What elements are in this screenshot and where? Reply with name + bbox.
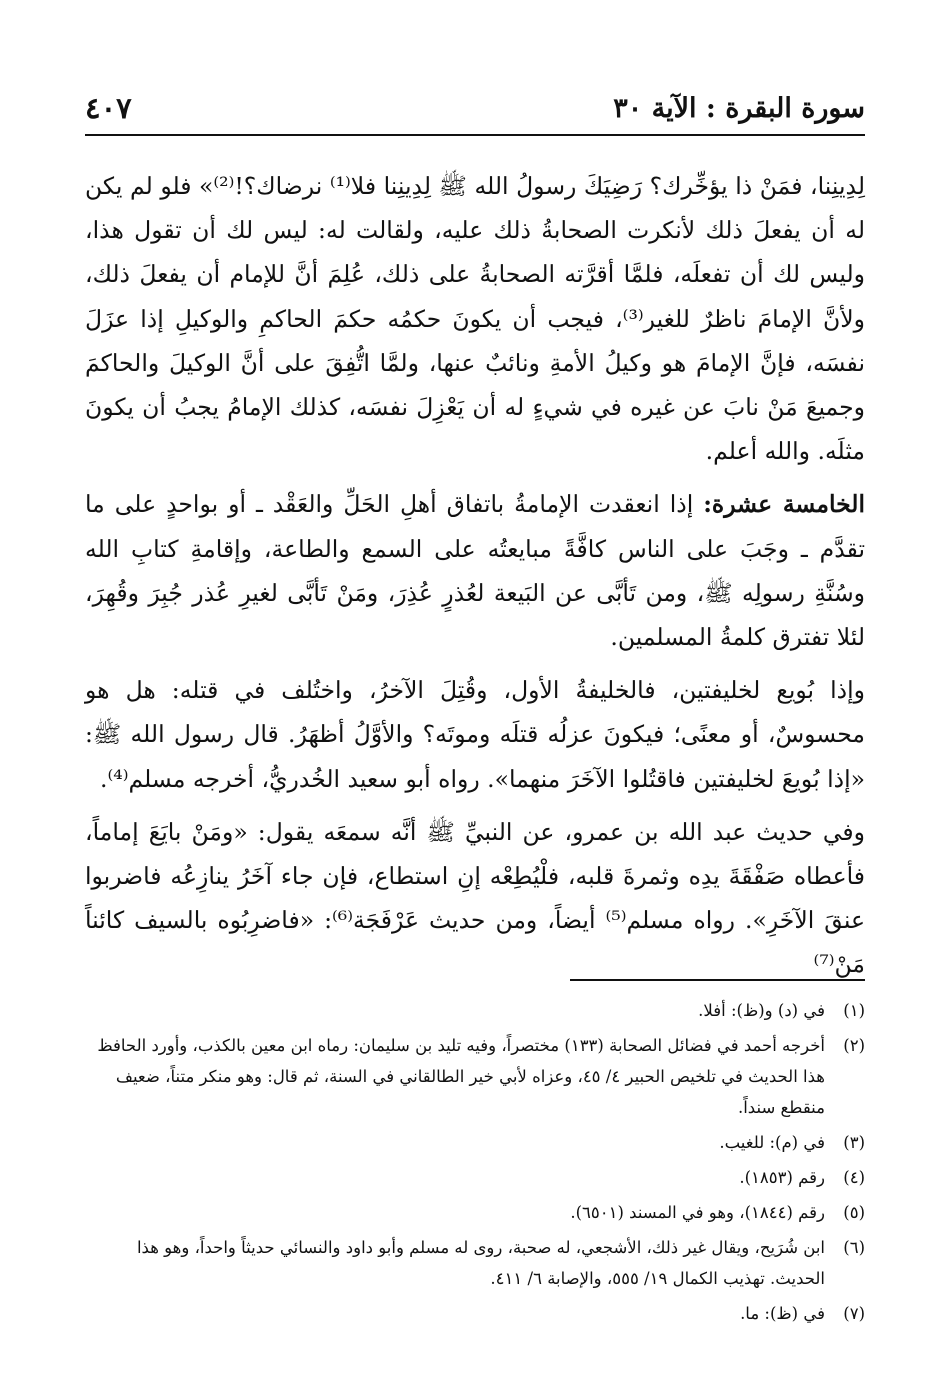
footnote-text: في (م): للغيب. [719, 1133, 825, 1152]
page-number: ٤٠٧ [85, 91, 132, 125]
page-title: سورة البقرة : الآية ٣٠ [613, 92, 865, 124]
footnote-number: (٤) [843, 1168, 865, 1187]
footnote-text: ابن شُرَيح، ويقال غير ذلك، الأشجعي، له صحبة، روى له مسلم وأبو داود والنسائي حديثاً واحداً، وهو هذا الحديث. تهذيب الكمال ١٩/ ٥٥٥، والإصابة ٦/ ٤١١. [136, 1238, 825, 1288]
paragraph-text: لِدِينِنا، فمَنْ ذا يؤخِّرك؟ رَضِيَكَ رسولُ الله ﷺ لِدِينِنا فلا⁽¹⁾ نرضاك؟!⁽²⁾» فلو لم يكن له أن يفعلَ ذلك لأنكرت الصحابةُ ذلك عليه، ولقالت له: ليس لك أن تقول هذا، وليس لك أن تفعلَه، فلمَّا أقرَّته الصحابةُ على ذلك، عُلِمَ أنَّ للإمام أن يفعلَ ذلك، ولأنَّ الإمامَ ناظرٌ للغير⁽³⁾، فيجب أن يكونَ حكمُه حكمَ الحاكمِ والوكيلِ إذا عزَلَ نفسَه، فإنَّ الإمامَ هو وكيلُ الأمةِ ونائبٌ عنها، ولمَّا اتُّفِقَ على أنَّ الوكيلَ والحاكمَ وجميعَ مَنْ نابَ عن غيره في شيءٍ له أن يَعْزِلَ نفسَه، كذلك الإمامُ يجبُ أن يكونَ مثلَه. والله أعلم. [85, 172, 866, 466]
paragraph [85, 810, 865, 987]
footnote-text: رقم (١٨٥٣). [739, 1168, 825, 1187]
paragraph [85, 164, 865, 473]
footnote [80, 1197, 865, 1228]
footnotes [80, 995, 865, 1333]
footnote-number: (٦) [843, 1238, 865, 1257]
footnote-number: (١) [843, 1001, 865, 1020]
footnote-number: (٧) [843, 1304, 865, 1323]
main-text [85, 164, 865, 996]
footnote [80, 1127, 865, 1158]
footnote [80, 1030, 865, 1123]
paragraph-text: إذا انعقدت الإمامةُ باتفاق أهلِ الحَلِّ والعَقْد ـ أو بواحدٍ على ما تقدَّم ـ وجَبَ على الناس كافَّةً مبايعتُه على السمع والطاعة، وإقامةِ كتابِ الله وسُنَّةِ رسولِه ﷺ، ومن تَأبَّى عن البَيعة لعُذرٍ عُذِرَ، ومَنْ تَأبَّى لغيرِ عُذر جُبِرَ وقُهِرَ، لئلا تفترق كلمةُ المسلمين. [85, 490, 865, 652]
page-header [85, 82, 865, 136]
footnote-divider [570, 979, 865, 981]
paragraph-text: وإذا بُويع لخليفتين، فالخليفةُ الأول، وقُتِلَ الآخرُ، واختُلف في قتله: هل هو محسوسٌ، أو معنًى؛ فيكونَ عزلُه قتلَه وموتَه؟ والأوَّلُ أظهَرُ. قال رسول الله ﷺ: «إذا بُويعَ لخليفتين فاقتُلوا الآخَرَ منهما». رواه أبو سعيد الخُدريُّ، أخرجه مسلم⁽⁴⁾. [85, 676, 865, 793]
paragraph [85, 482, 865, 659]
footnote [80, 995, 865, 1026]
paragraph [85, 668, 865, 801]
footnote-number: (٥) [843, 1203, 865, 1222]
footnote-text: رقم (١٨٤٤)، وهو في المسند (٦٥٠١). [570, 1203, 825, 1222]
footnote [80, 1162, 865, 1193]
footnote-text: أخرجه أحمد في فضائل الصحابة (١٣٣) مختصراً، وفيه تليد بن سليمان: رماه ابن معين بالكذب، وأورد الحافظ هذا الحديث في تلخيص الحبير ٤/ ٤٥، وعزاه لأبي خير الطالقاني في السنة، ثم قال: وهو منكر متناً، ضعيف منقطع سنداً. [97, 1036, 825, 1117]
footnote [80, 1232, 865, 1294]
footnote-text: في (د) و(ظ): أفلا. [698, 1001, 825, 1020]
paragraph-lead: الخامسة عشرة: [703, 490, 865, 519]
footnote [80, 1298, 865, 1329]
paragraph-text: وفي حديث عبد الله بن عمرو، عن النبيِّ ﷺ أنَّه سمعَه يقول: «ومَنْ بايَعَ إماماً، فأعطاه صَفْقَةَ يدِه وثمرةَ قلبه، فلْيُطِعْه إنِ استطاع، فإن جاء آخَرُ ينازِعُه فاضربوا عنقَ الآخَرِ». رواه مسلم⁽⁵⁾ أيضاً، ومن حديث عَرْفَجَة⁽⁶⁾: «فاضرِبُوه بالسيف كائناً مَنْ⁽⁷⁾ [85, 817, 865, 979]
footnote-number: (٢) [843, 1036, 865, 1055]
footnote-number: (٣) [843, 1133, 865, 1152]
footnote-text: في (ظ): ما. [740, 1304, 825, 1323]
